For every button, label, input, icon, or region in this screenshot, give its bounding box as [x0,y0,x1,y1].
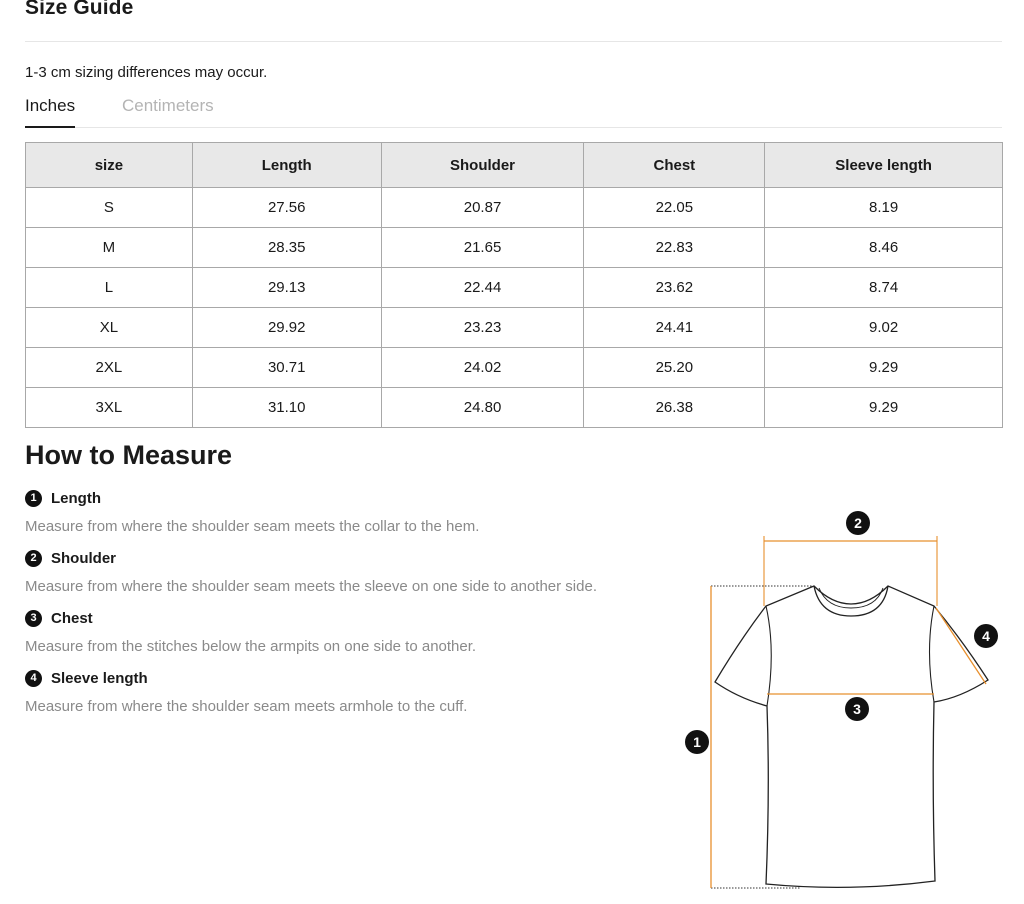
cell-chest: 22.83 [584,228,765,268]
cell-length: 28.35 [192,228,381,268]
cell-chest: 22.05 [584,188,765,228]
cell-chest: 24.41 [584,308,765,348]
number-2-badge: 2 [25,550,42,567]
marker-3 [845,697,869,721]
marker-2 [846,511,870,535]
cell-size: XL [26,308,193,348]
left-armhole-seam [766,606,771,706]
tab-centimeters[interactable]: Centimeters [122,96,214,115]
marker-1 [685,730,709,754]
unit-tabs [25,95,1002,128]
tshirt-outline-icon [715,586,988,887]
cell-shoulder: 22.44 [381,268,584,308]
cell-sleeve-length: 8.19 [765,188,1003,228]
measure-description: Measure from where the shoulder seam meets armhole to the cuff. [25,698,468,715]
right-armhole-seam [930,606,935,702]
measure-item-chest [25,607,665,667]
table-header-row [26,143,1003,188]
marker-3-label: 3 [853,701,861,717]
header-chest: Chest [584,143,765,188]
page-title: Size Guide [25,0,134,19]
cell-sleeve-length: 8.74 [765,268,1003,308]
cell-shoulder: 20.87 [381,188,584,228]
measure-label: Chest [51,609,93,627]
table-row [26,268,1003,308]
collar-shape [814,586,888,616]
title-divider [25,41,1002,42]
cell-shoulder: 23.23 [381,308,584,348]
sleeve-measure-line [936,608,986,684]
marker-1-label: 1 [693,734,701,750]
marker-2-label: 2 [854,515,862,531]
table-row [26,228,1003,268]
cell-length: 29.13 [192,268,381,308]
table-row [26,308,1003,348]
table-row [26,388,1003,428]
cell-shoulder: 21.65 [381,228,584,268]
measure-label: Shoulder [51,549,117,567]
measure-item-length [25,487,665,547]
cell-sleeve-length: 8.46 [765,228,1003,268]
header-shoulder: Shoulder [381,143,584,188]
measure-label: Length [51,489,101,507]
measure-item-sleeve-length [25,667,665,727]
cell-size: S [26,188,193,228]
how-to-measure-title: How to Measure [25,440,233,470]
cell-length: 29.92 [192,308,381,348]
cell-size: 3XL [26,388,193,428]
number-4-badge: 4 [25,670,42,687]
table-row [26,348,1003,388]
cell-sleeve-length: 9.02 [765,308,1003,348]
cell-size: 2XL [26,348,193,388]
cell-length: 31.10 [192,388,381,428]
cell-chest: 23.62 [584,268,765,308]
cell-size: M [26,228,193,268]
header-sleeve-length: Sleeve length [765,143,1003,188]
measure-instructions [25,487,665,727]
measure-description: Measure from where the shoulder seam meets the collar to the hem. [25,518,480,535]
measure-item-shoulder [25,547,665,607]
table-row [26,188,1003,228]
header-length: Length [192,143,381,188]
number-3-badge: 3 [25,610,42,627]
number-1-badge: 1 [25,490,42,507]
cell-shoulder: 24.02 [381,348,584,388]
header-size: size [26,143,193,188]
measure-description: Measure from where the shoulder seam meets the sleeve on one side to another side. [25,578,597,595]
sizing-note: 1-3 cm sizing differences may occur. [25,64,268,81]
size-table [25,142,1003,428]
measure-description: Measure from the stitches below the armpits on one side to another. [25,638,477,655]
cell-chest: 25.20 [584,348,765,388]
tshirt-diagram [670,500,1010,900]
cell-shoulder: 24.80 [381,388,584,428]
cell-size: L [26,268,193,308]
marker-4-label: 4 [982,628,990,644]
cell-chest: 26.38 [584,388,765,428]
cell-sleeve-length: 9.29 [765,388,1003,428]
cell-sleeve-length: 9.29 [765,348,1003,388]
tab-inches[interactable]: Inches [25,95,75,126]
marker-4 [974,624,998,648]
measure-label: Sleeve length [51,669,148,687]
cell-length: 27.56 [192,188,381,228]
cell-length: 30.71 [192,348,381,388]
